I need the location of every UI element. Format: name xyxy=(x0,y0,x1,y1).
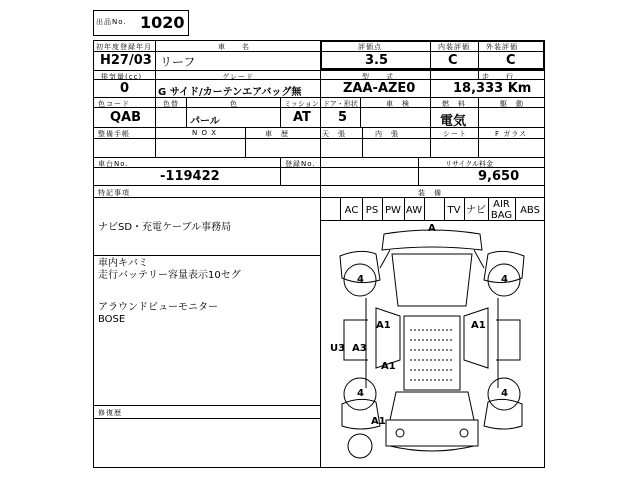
model-value: ZAA-AZE0 xyxy=(343,81,416,96)
displacement-value: 0 xyxy=(120,81,130,96)
history-label: 車 歴 xyxy=(265,130,289,138)
mission-label: ミッション xyxy=(284,100,319,108)
notes-line: アラウンドビューモニター xyxy=(98,302,218,313)
mission-value: AT xyxy=(293,110,311,125)
chassis-label: 車台No. xyxy=(98,160,129,168)
diagram-mark-left-side-a: A3 xyxy=(352,343,367,354)
seat-label: シート xyxy=(443,130,467,138)
equipment-label: 装 備 xyxy=(418,189,442,197)
color-value: パール xyxy=(190,116,220,127)
roof-label: 天 張 xyxy=(322,130,346,138)
displacement-label: 排気量(cc) xyxy=(101,73,143,81)
notes-line: BOSE xyxy=(98,314,126,325)
diagram-mark-right-fender: A1 xyxy=(471,320,486,331)
chassis-value: -119422 xyxy=(160,169,220,184)
equipment-abs: ABS xyxy=(520,205,540,216)
glass-label: F ガラス xyxy=(495,130,528,138)
door-value: 5 xyxy=(338,110,348,125)
fuel-value: 電気 xyxy=(440,114,467,129)
nox-label: N O X xyxy=(192,129,217,137)
grade-value: G サイド/カーテンエアバッグ無 xyxy=(158,87,302,98)
notes-label: 特記事項 xyxy=(98,189,130,197)
color-code-label: 色コード xyxy=(98,100,130,108)
score-label: 評価点 xyxy=(358,43,382,51)
repair-label: 修復歴 xyxy=(98,409,122,417)
notes-line: 走行バッテリー容量表示10セグ xyxy=(98,270,241,281)
equipment-airbag: AIR BAG xyxy=(490,199,513,221)
car-name-label: 車 名 xyxy=(218,43,250,51)
diagram-mark-wheel-rr: 4 xyxy=(501,388,508,399)
maintenance-label: 整備手帳 xyxy=(98,130,130,138)
notes-line: 車内キバミ xyxy=(98,258,148,269)
exterior-value: C xyxy=(506,53,516,68)
color-label: 色 xyxy=(230,100,238,108)
upholstery-label: 内 張 xyxy=(375,130,399,138)
year-label: 初年度登録年月 xyxy=(96,43,152,51)
diagram-mark-wheel-fr: 4 xyxy=(501,274,508,285)
interior-label: 内装評価 xyxy=(438,43,470,51)
equipment-tv: TV xyxy=(447,205,461,216)
door-label: ドア・形状 xyxy=(323,100,358,108)
color-code-value: QAB xyxy=(110,110,142,125)
diagram-mark-left-fender: A1 xyxy=(376,320,391,331)
equipment-ps: PS xyxy=(365,205,379,216)
diagram-mark-left-rear-door: A1 xyxy=(381,361,396,372)
diagram-mark-left-side-u: U3 xyxy=(330,343,346,354)
equipment-navi: ナビ xyxy=(466,205,486,216)
lot-number: 1020 xyxy=(140,13,185,32)
mileage-value: 18,333 Km xyxy=(453,81,532,96)
exterior-label: 外装評価 xyxy=(486,43,518,51)
reg-label: 登録No. xyxy=(285,160,316,168)
model-label: 型 式 xyxy=(362,73,394,81)
score-value: 3.5 xyxy=(365,53,389,68)
recycle-label: リサイクル料金 xyxy=(445,160,494,168)
grade-label: グレード xyxy=(222,73,254,81)
diagram-mark-wheel-rl: 4 xyxy=(357,388,364,399)
recycle-value: 9,650 xyxy=(478,169,520,184)
lot-label: 出品No. xyxy=(96,18,127,26)
diagram-mark-wheel-fl: 4 xyxy=(357,274,364,285)
drive-label: 駆 動 xyxy=(500,100,524,108)
year-value: H27/03 xyxy=(100,53,152,68)
car-name-value: リーフ xyxy=(160,55,196,69)
inspection-label: 車 検 xyxy=(386,100,410,108)
notes-line: ナビSD・充電ケーブル事務局 xyxy=(98,222,232,233)
diagram-mark-top: A xyxy=(428,223,436,234)
equipment-aw: AW xyxy=(405,205,423,216)
fuel-label: 燃 料 xyxy=(442,100,466,108)
equipment-ac: AC xyxy=(344,205,359,216)
color-change-label: 色替 xyxy=(163,100,179,108)
mileage-label: 走 行 xyxy=(482,73,514,81)
interior-value: C xyxy=(448,53,458,68)
diagram-mark-bottom: A1 xyxy=(371,416,386,427)
equipment-pw: PW xyxy=(385,205,401,216)
